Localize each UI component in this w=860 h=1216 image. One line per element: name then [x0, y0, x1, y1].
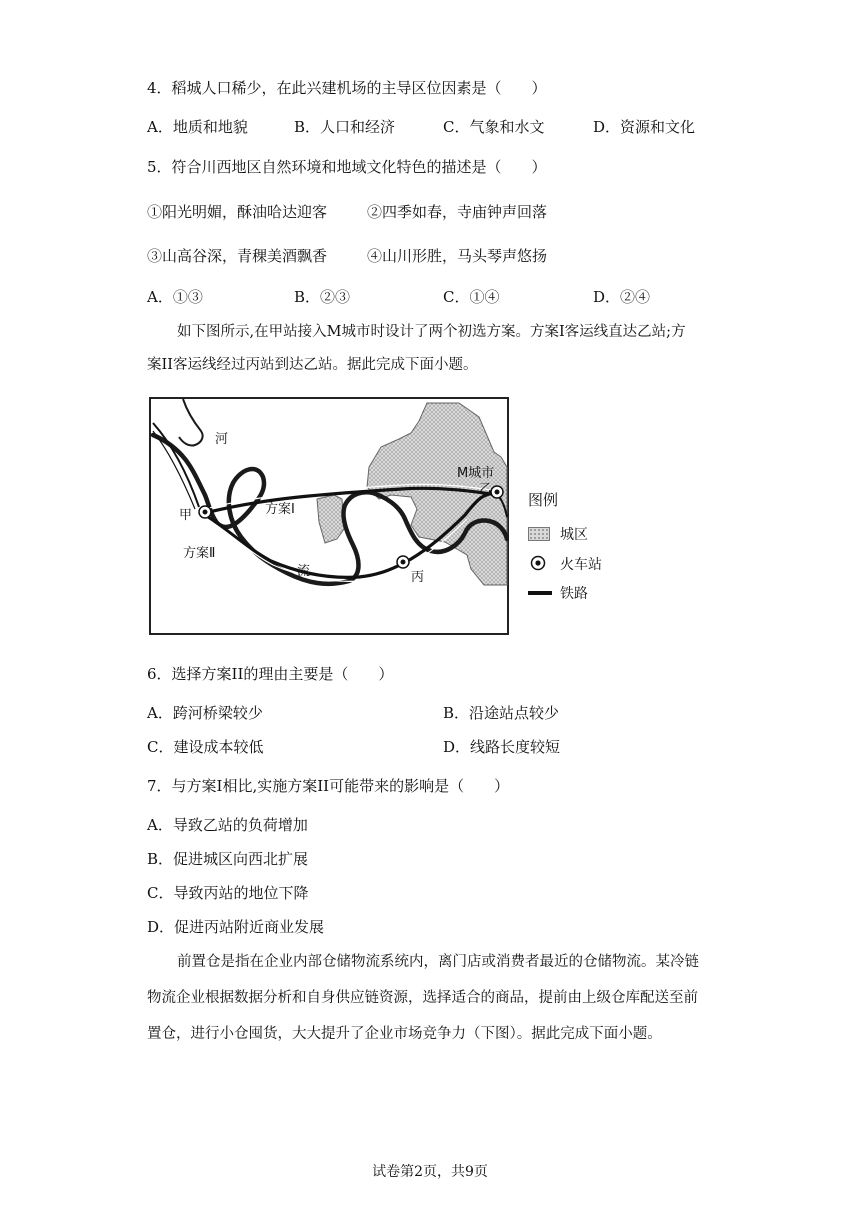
q4-option-b: B．人口和经济 — [294, 118, 396, 136]
station-bing — [397, 556, 409, 568]
q4-option-a: A．地质和地貌 — [147, 118, 248, 136]
legend-urban-swatch — [528, 527, 550, 541]
q5-item-2: ②四季如春，寺庙钟声回落 — [367, 203, 548, 221]
q6-option-c: C．建设成本较低 — [147, 738, 264, 756]
q5-stem: 5．符合川西地区自然环境和地域文化特色的描述是（ ） — [147, 158, 547, 176]
q6-option-d: D．线路长度较短 — [443, 738, 561, 756]
q6-stem: 6．选择方案II的理由主要是（ ） — [147, 665, 394, 683]
q7-option-d: D．促进丙站附近商业发展 — [147, 918, 325, 936]
intro2-line3: 置仓，进行小仓囤货，大大提升了企业市场竞争力（下图）。据此完成下面小题。 — [147, 1026, 662, 1042]
q4-option-c: C．气象和水文 — [443, 118, 545, 136]
legend-station-label: 火车站 — [560, 557, 602, 573]
q5-option-b: B．②③ — [294, 288, 351, 306]
label-jia: 甲 — [179, 508, 193, 523]
railway-plan-map — [149, 397, 509, 635]
label-river2: 流 — [297, 564, 311, 579]
q5-option-a: A．①③ — [147, 288, 203, 306]
q4-option-d: D．资源和文化 — [593, 118, 696, 136]
page-footer: 试卷第2页，共9页 — [372, 1164, 488, 1180]
station-icon — [530, 555, 546, 571]
intro1-line1: 如下图所示,在甲站接入M城市时设计了两个初选方案。方案I客运线直达乙站;方 — [177, 324, 686, 340]
label-yi: 乙 — [479, 482, 493, 497]
q7-stem: 7．与方案I相比,实施方案II可能带来的影响是（ ） — [147, 777, 510, 795]
legend-title: 图例 — [528, 491, 559, 509]
q7-option-b: B．促进城区向西北扩展 — [147, 850, 309, 868]
label-mcity: M城市 — [457, 466, 495, 481]
label-river1: 河 — [215, 432, 229, 447]
legend-railway-swatch — [528, 591, 552, 595]
map-legend — [525, 487, 635, 607]
q5-option-d: D．②④ — [593, 288, 651, 306]
q7-option-a: A．导致乙站的负荷增加 — [147, 816, 308, 834]
intro2-line2: 物流企业根据数据分析和自身供应链资源，选择适合的商品，提前由上级仓库配送至前 — [147, 990, 698, 1006]
station-jia — [199, 506, 211, 518]
intro1-line2: 案II客运线经过丙站到达乙站。据此完成下面小题。 — [147, 357, 478, 373]
label-bing: 丙 — [411, 570, 425, 585]
label-plan2: 方案Ⅱ — [183, 546, 216, 561]
q5-item-1: ①阳光明媚，酥油哈达迎客 — [147, 203, 328, 221]
legend-urban-label: 城区 — [560, 527, 588, 543]
q6-option-b: B．沿途站点较少 — [443, 704, 560, 722]
q4-stem: 4．稻城人口稀少，在此兴建机场的主导区位因素是（ ） — [147, 79, 547, 97]
q7-option-c: C．导致丙站的地位下降 — [147, 884, 309, 902]
station-yi — [491, 486, 503, 498]
legend-railway-label: 铁路 — [560, 586, 588, 602]
q6-option-a: A．跨河桥梁较少 — [147, 704, 263, 722]
q5-item-4: ④山川形胜，马头琴声悠扬 — [367, 247, 548, 265]
q5-option-c: C．①④ — [443, 288, 500, 306]
intro2-line1: 前置仓是指在企业内部仓储物流系统内，离门店或消费者最近的仓储物流。某冷链 — [177, 954, 699, 970]
q5-item-3: ③山高谷深，青稞美酒飘香 — [147, 247, 328, 265]
label-plan1: 方案Ⅰ — [265, 502, 295, 517]
